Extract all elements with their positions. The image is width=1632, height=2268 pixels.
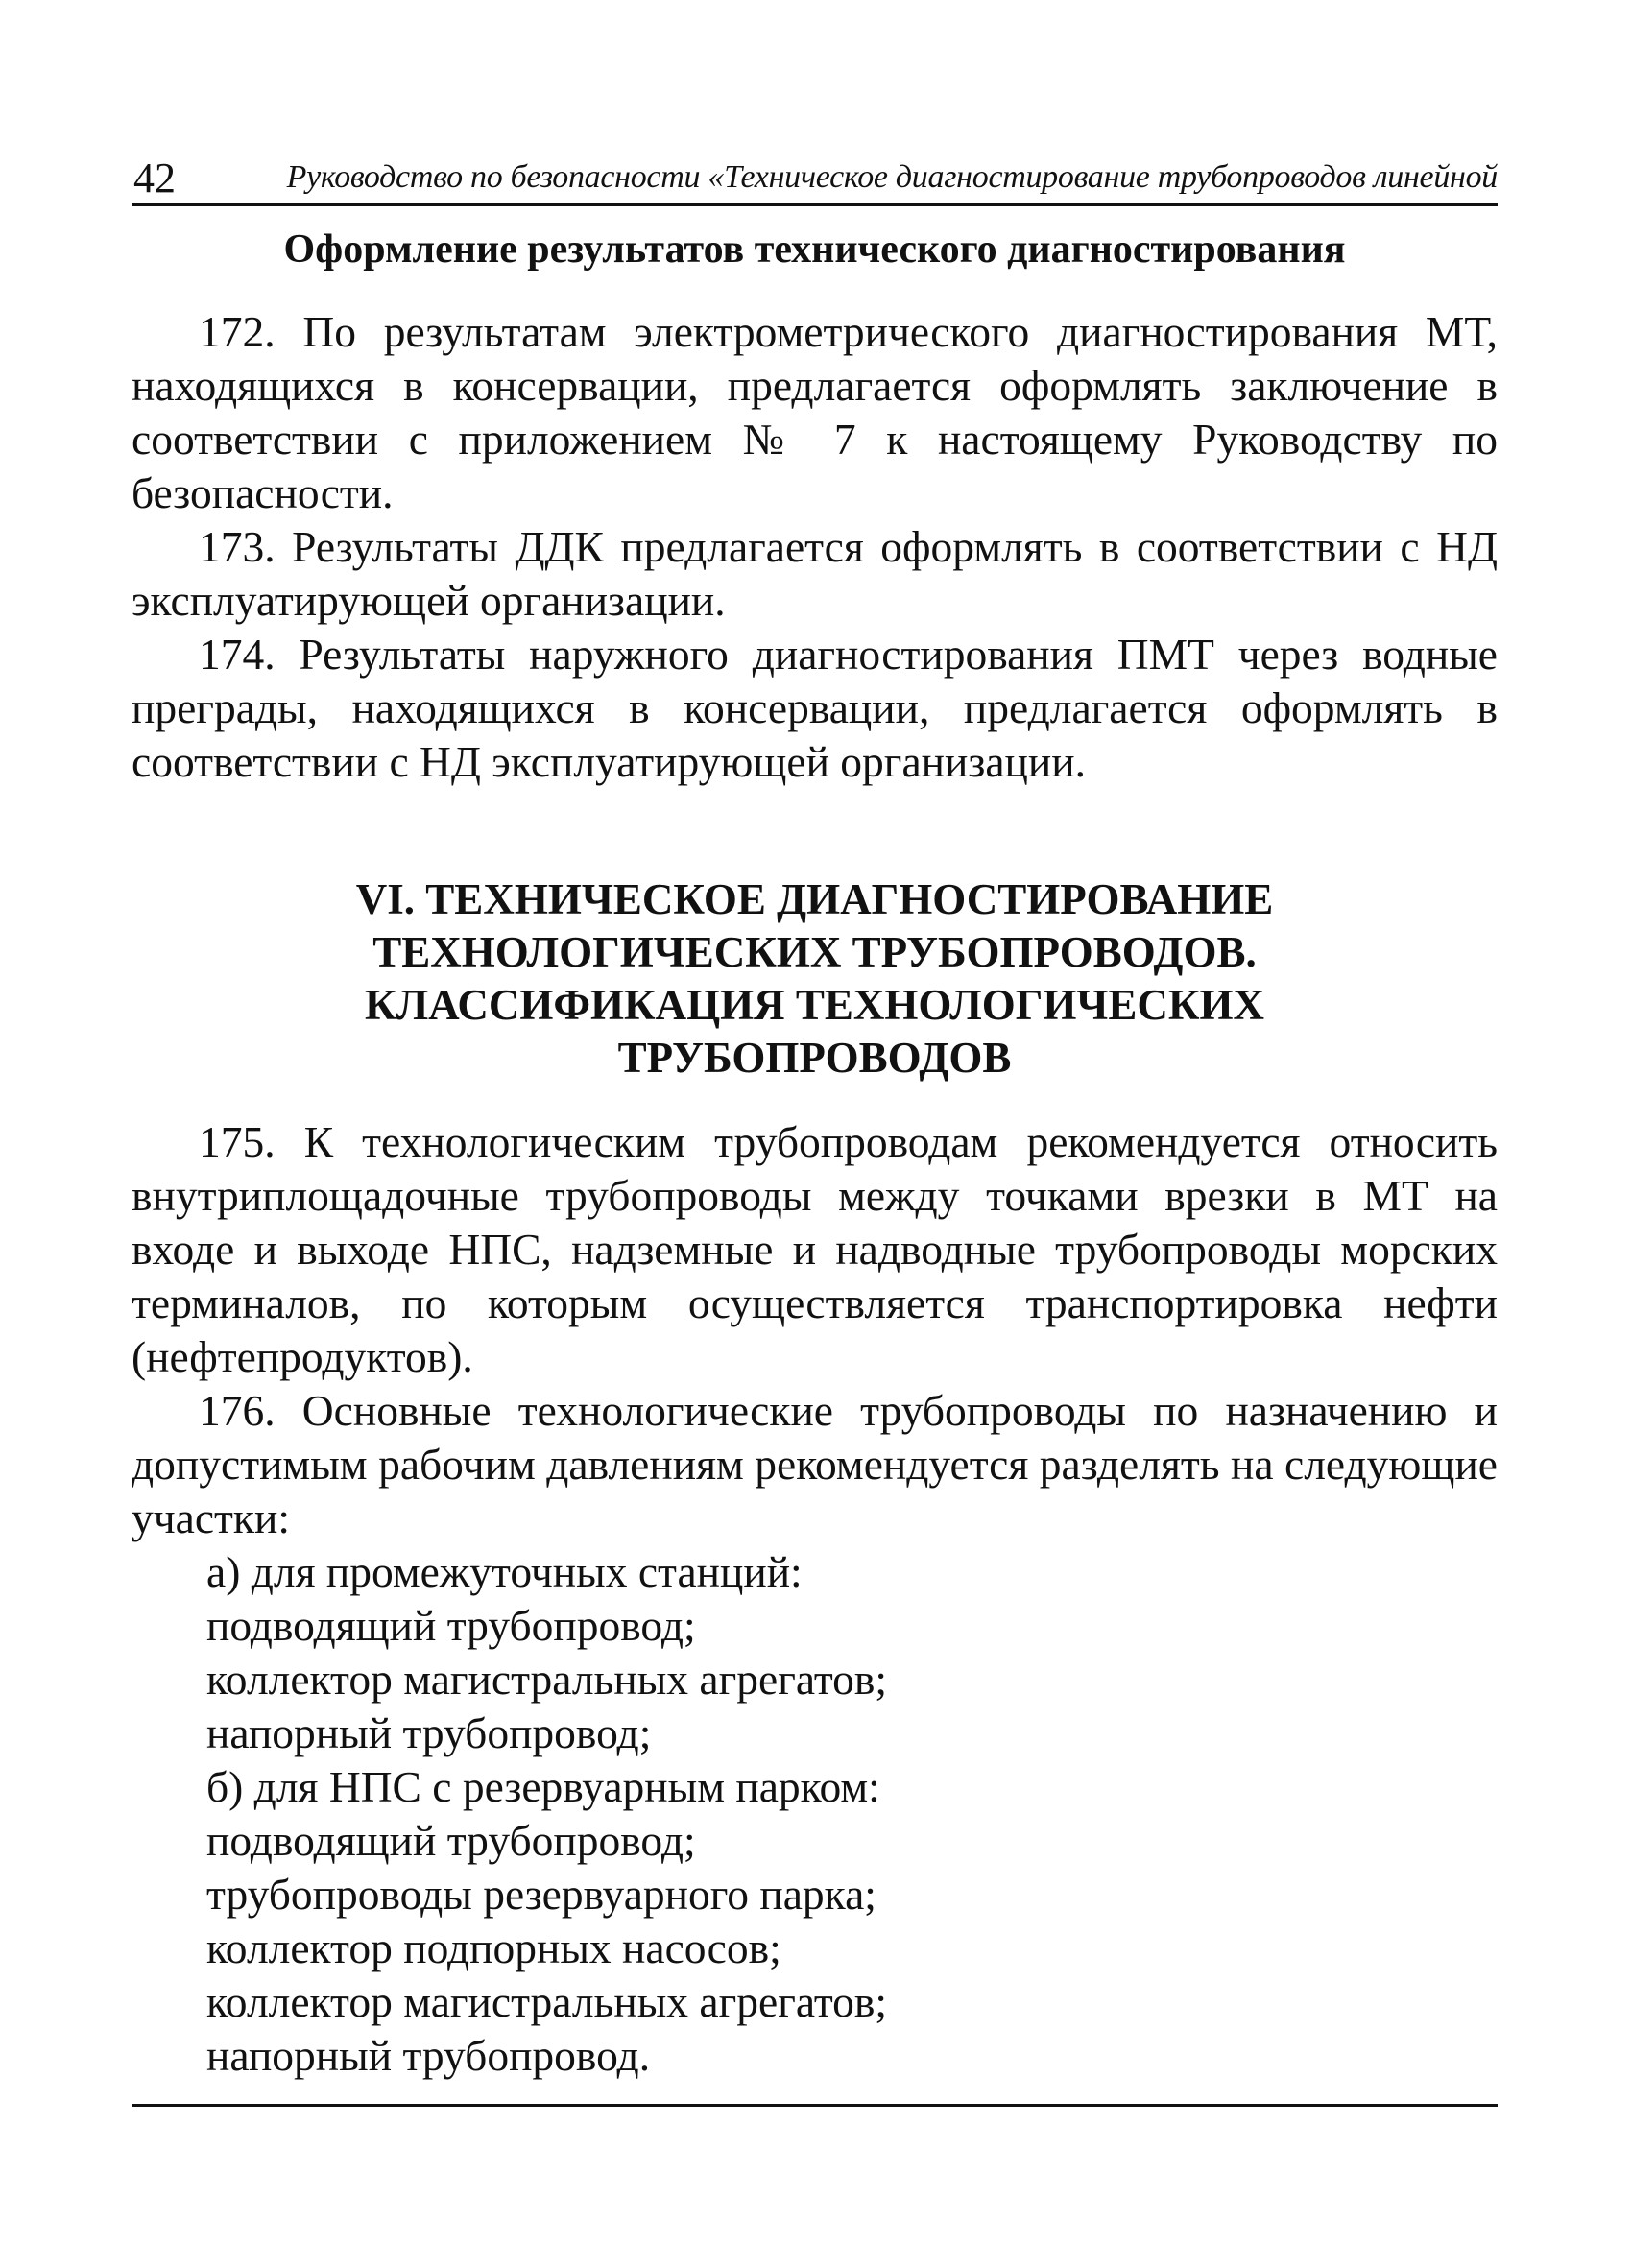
list-item: коллектор магистральных агрегатов; bbox=[206, 1655, 888, 1704]
list-item: подводящий трубопровод; bbox=[206, 1601, 696, 1650]
chapter-title-line: ТРУБОПРОВОДОВ bbox=[617, 1034, 1012, 1082]
chapter-title-line: VI. ТЕХНИЧЕСКОЕ ДИАГНОСТИРОВАНИЕ bbox=[355, 875, 1274, 923]
list-item: б) для НПС с резервуарным парком: bbox=[206, 1762, 880, 1811]
section-heading: Оформление результатов технического диагностирования bbox=[283, 227, 1346, 272]
footer-rule bbox=[132, 2104, 1498, 2107]
paragraph-176: 176. Основные технологические трубопроводы по назначению и допустимым рабочим давлениям рекомендуется разделять на следующие участки: bbox=[132, 1386, 1498, 1542]
running-header bbox=[132, 152, 1498, 206]
paragraph-175: 175. К технологическим трубопроводам рекомендуется относить внутриплощадочные трубопроводы между точками врезки в МТ на входе и выходе НПС, надземные и надводные трубопроводы морских терминалов, по которым осуществляется транспортировка нефти (нефтепродуктов). bbox=[132, 1117, 1498, 1381]
chapter-title-line: ТЕХНОЛОГИЧЕСКИХ ТРУБОПРОВОДОВ. bbox=[372, 928, 1257, 976]
list-item: напорный трубопровод; bbox=[206, 1708, 652, 1757]
paragraph-group-1 bbox=[132, 305, 1498, 789]
paragraph-172: 172. По результатам электрометрического диагностирования МТ, находящихся в консервации, предлагается оформлять заключение в соответствии с приложением № 7 к настоящему Руководству по безопасности. bbox=[132, 307, 1498, 517]
chapter-title-line: КЛАССИФИКАЦИЯ ТЕХНОЛОГИЧЕСКИХ bbox=[364, 981, 1265, 1029]
list-item: подводящий трубопровод; bbox=[206, 1816, 696, 1865]
chapter-title bbox=[132, 873, 1498, 1085]
paragraph-174: 174. Результаты наружного диагностирования ПМТ через водные преграды, находящихся в консервации, предлагается оформлять в соответствии с НД эксплуатирующей организации. bbox=[132, 630, 1498, 786]
page-number: 42 bbox=[133, 155, 176, 202]
list-item: а) для промежуточных станций: bbox=[206, 1547, 803, 1596]
paragraph-group-2 bbox=[132, 1115, 1498, 2083]
list-item: коллектор подпорных насосов; bbox=[206, 1923, 781, 1972]
paragraph-173: 173. Результаты ДДК предлагается оформлять в соответствии с НД эксплуатирующей организации. bbox=[132, 522, 1498, 625]
running-title: Руководство по безопасности «Техническое диагностирование трубопроводов линейной bbox=[286, 159, 1498, 195]
list-item: трубопроводы резервуарного парка; bbox=[206, 1870, 876, 1919]
list-item: напорный трубопровод. bbox=[206, 2031, 651, 2080]
list-item: коллектор магистральных агрегатов; bbox=[206, 1977, 888, 2026]
